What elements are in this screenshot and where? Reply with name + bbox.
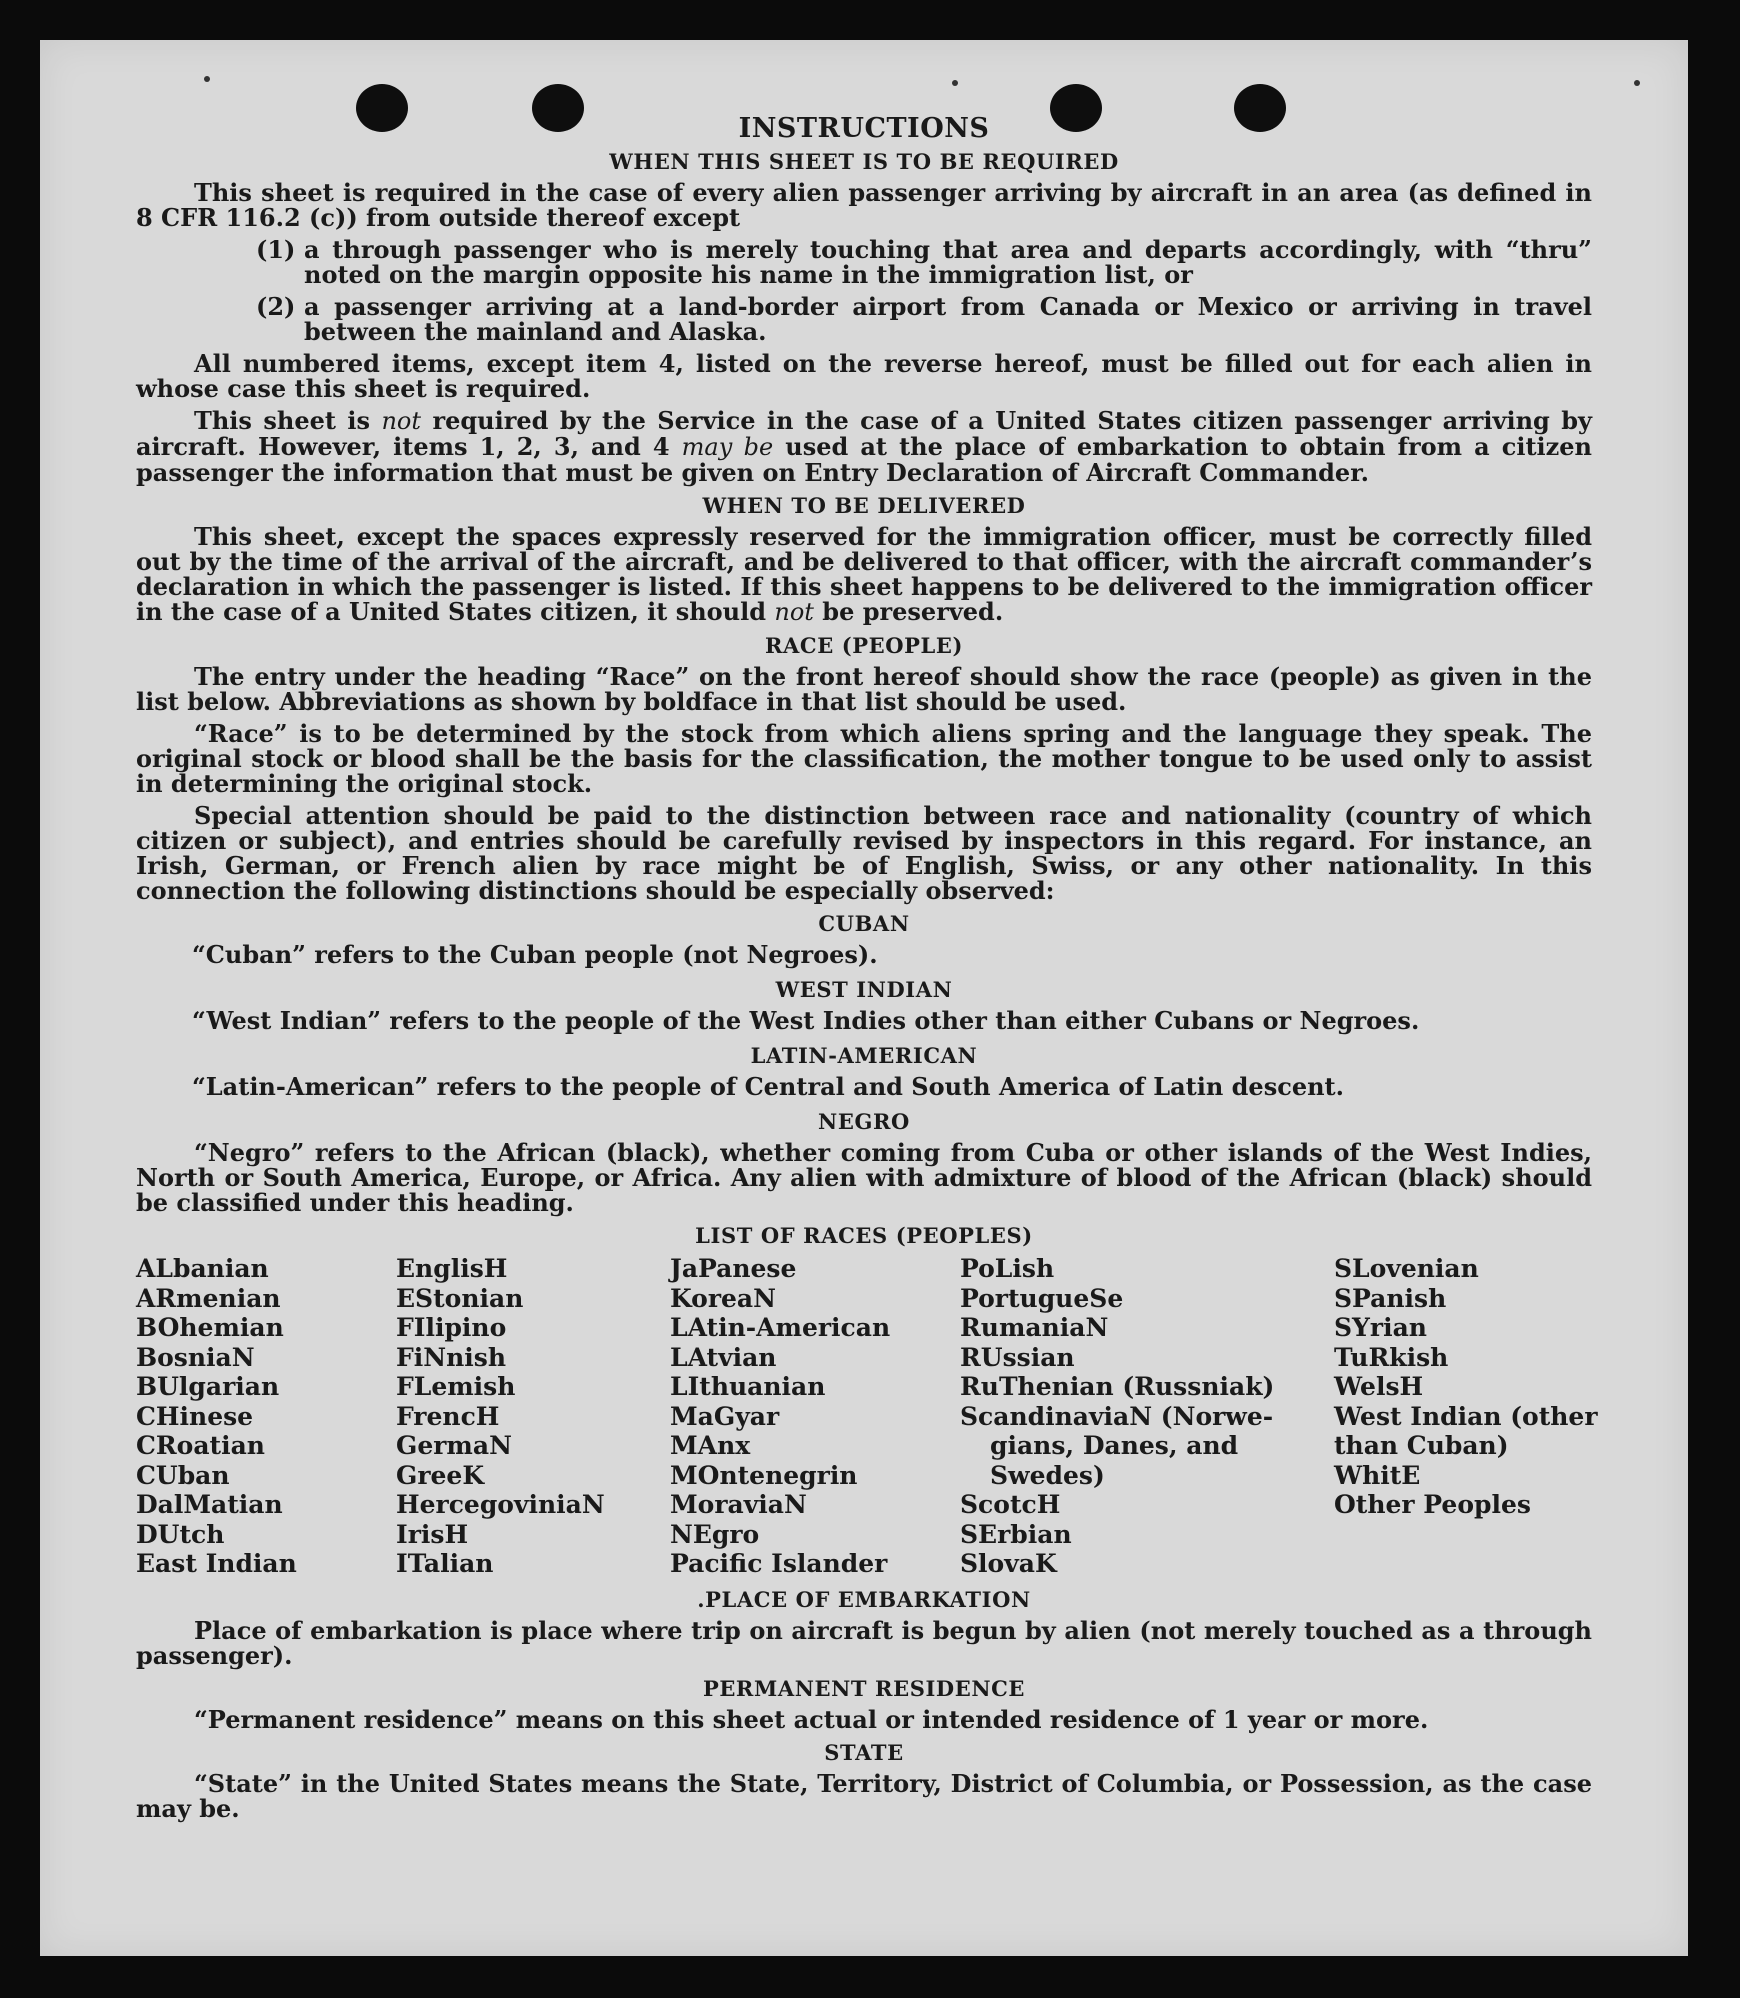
race-entry: SYrian	[1334, 1313, 1427, 1342]
text-run: This sheet, except the spaces expressly reserved for the immigration officer, must be correctly filled out by the time of the arrival of the aircraft, and be delivered to that officer, with the aircraft commander’s declaration in which the passenger is listed. If this sheet happens to be delivered to the immigration officer in the case of a United States citizen, it should	[136, 522, 1592, 626]
paragraph: All numbered items, except item 4, listed on the reverse hereof, must be filled out for each alien in whose case this sheet is required.	[136, 349, 1592, 403]
page-title: INSTRUCTIONS	[738, 113, 990, 144]
race-entry: FiNnish	[396, 1342, 507, 1372]
paragraph	[136, 524, 1592, 625]
race-entry: SLovenian	[1334, 1254, 1479, 1283]
section-heading: WEST INDIAN	[775, 977, 953, 1002]
section-heading: WHEN TO BE DELIVERED	[702, 493, 1026, 518]
section-heading: LIST OF RACES (PEOPLES)	[695, 1223, 1033, 1248]
race-entry: Other Peoples	[1334, 1490, 1531, 1519]
section-heading: RACE (PEOPLE)	[764, 633, 964, 658]
race-entry: HercegoviniaN	[396, 1490, 605, 1519]
race-entry: Pacific Islander	[670, 1549, 888, 1578]
race-entry: FrencH	[396, 1401, 500, 1431]
race-entry: EStonian	[396, 1283, 524, 1313]
race-entry: BosniaN	[136, 1342, 255, 1372]
race-entry: KoreaN	[670, 1283, 776, 1313]
race-entry: MaGyar	[670, 1401, 780, 1431]
race-entry-continued: Swedes)	[990, 1460, 1105, 1490]
race-entry: ITalian	[396, 1549, 494, 1578]
race-entry: SErbian	[960, 1519, 1072, 1549]
race-entry: LAtvian	[670, 1342, 777, 1372]
item-text: a through passenger who is merely touching that area and departs accordingly, with “thru” noted on the margin opposite his name in the immigration list, or	[304, 235, 1592, 289]
race-entry: DUtch	[136, 1519, 225, 1549]
race-entry: JaPanese	[670, 1254, 797, 1283]
race-entry: FIlipino	[396, 1313, 507, 1342]
race-entry: GermaN	[396, 1431, 512, 1460]
item-number: (1)	[256, 235, 296, 264]
paragraph: “State” in the United States means the State, Territory, District of Columbia, or Possession, as the case may be.	[136, 1768, 1592, 1823]
text-run: This sheet is	[194, 406, 382, 435]
race-entry: ALbanian	[136, 1254, 269, 1283]
race-entry: CUban	[136, 1460, 230, 1490]
paragraph: “Permanent residence” means on this sheet actual or intended residence of 1 year or more.	[194, 1704, 1429, 1734]
definition: “Cuban” refers to the Cuban people (not Negroes).	[192, 940, 878, 969]
race-entry: GreeK	[396, 1460, 485, 1490]
race-entry: MAnx	[670, 1431, 751, 1460]
section-heading: WHEN THIS SHEET IS TO BE REQUIRED	[609, 149, 1119, 174]
race-entry: East Indian	[136, 1549, 297, 1578]
emphasis: may be	[681, 433, 774, 461]
speck	[952, 80, 958, 86]
race-entry: FLemish	[396, 1372, 516, 1401]
paragraph: Place of embarkation is place where trip on aircraft is begun by alien (not merely touched as a through passenger).	[136, 1615, 1592, 1670]
race-entry: MoraviaN	[670, 1490, 807, 1519]
race-column	[1334, 1254, 1598, 1579]
item-number: (2)	[256, 292, 296, 321]
section-heading: NEGRO	[818, 1109, 910, 1134]
race-entry: IrisH	[396, 1519, 469, 1549]
emphasis: not	[381, 407, 422, 435]
section-heading: CUBAN	[818, 911, 910, 936]
text-run: used at the place of embarkation to obtain from a citizen passenger the information that must be given on Entry Declaration of Aircraft Commander.	[136, 432, 1592, 487]
race-column	[960, 1254, 1334, 1579]
definition: “West Indian” refers to the people of the West Indies other than either Cubans or Negroes.	[192, 1006, 1420, 1035]
race-column	[670, 1254, 960, 1579]
section-heading: LATIN-AMERICAN	[750, 1043, 978, 1068]
section-heading: STATE	[824, 1739, 904, 1765]
race-entry: BOhemian	[136, 1313, 284, 1342]
emphasis: not	[774, 598, 814, 626]
list-item	[256, 237, 1592, 287]
race-entry: CRoatian	[136, 1431, 265, 1460]
race-entry: ScotcH	[960, 1490, 1061, 1519]
race-entry: RUssian	[960, 1342, 1075, 1372]
text-run: be preserved.	[813, 597, 1004, 626]
section-heading: PERMANENT RESIDENCE	[702, 1675, 1026, 1701]
paragraph: Special attention should be paid to the distinction between race and nationality (country of which citizen or subject), and entries should be carefully revised by inspectors in this regard. For instance, an Irish, German, or French alien by race might be of English, Swiss, or any other nationality. In this connection the following distinctions should be especially observed:	[136, 801, 1592, 905]
race-entry: ScandinaviaN (Norwe-	[960, 1401, 1274, 1431]
instructions-body	[136, 110, 1598, 1828]
race-entry: BUlgarian	[136, 1372, 280, 1401]
race-entry: ARmenian	[136, 1283, 281, 1313]
race-entry: West Indian (other	[1334, 1401, 1598, 1431]
race-column	[136, 1254, 396, 1579]
paragraph	[136, 408, 1592, 485]
race-entry: SPanish	[1334, 1283, 1447, 1313]
race-entry-continued: than Cuban)	[1334, 1431, 1509, 1460]
race-entry: PortugueSe	[960, 1283, 1124, 1313]
race-entry: TuRkish	[1334, 1342, 1449, 1372]
speck	[1634, 80, 1640, 86]
race-entry: LIthuanian	[670, 1372, 826, 1401]
speck	[204, 76, 210, 82]
paragraph: The entry under the heading “Race” on the front hereof should show the race (people) as given in the list below. Abbreviations as shown by boldface in that list should be used.	[136, 662, 1592, 716]
race-entry: LAtin-American	[670, 1313, 891, 1342]
section-heading: .PLACE OF EMBARKATION	[697, 1586, 1031, 1612]
race-entry: NEgro	[670, 1519, 760, 1549]
race-entry: EnglisH	[396, 1254, 508, 1283]
document-page	[40, 40, 1688, 1956]
definition: “Latin-American” refers to the people of Central and South America of Latin descent.	[192, 1072, 1344, 1101]
list-item	[256, 294, 1592, 344]
text-run: required by the Service in the case of a United States citizen passenger arriving by aircraft. However, items 1, 2, 3, and 4	[136, 406, 1592, 461]
race-entry: WhitE	[1334, 1460, 1421, 1490]
race-entry: RuThenian (Russniak)	[960, 1372, 1275, 1401]
paragraph: This sheet is required in the case of every alien passenger arriving by aircraft in an area (as defined in 8 CFR 116.2 (c)) from outside thereof except	[136, 178, 1592, 232]
race-entry: SlovaK	[960, 1549, 1057, 1578]
race-list	[136, 1254, 1598, 1579]
paragraph: “Race” is to be determined by the stock from which aliens spring and the language they speak. The original stock or blood shall be the basis for the classification, the mother tongue to be used only to assist in determining the original stock.	[136, 719, 1592, 798]
race-entry: RumaniaN	[960, 1313, 1109, 1342]
race-entry: DalMatian	[136, 1490, 283, 1519]
race-entry: CHinese	[136, 1401, 254, 1431]
race-column	[396, 1254, 670, 1579]
race-entry: MOntenegrin	[670, 1460, 858, 1490]
race-entry: PoLish	[960, 1254, 1055, 1283]
race-entry: WelsH	[1334, 1372, 1424, 1401]
race-entry-continued: gians, Danes, and	[990, 1431, 1239, 1460]
item-text: a passenger arriving at a land-border airport from Canada or Mexico or arriving in travel between the mainland and Alaska.	[304, 292, 1592, 346]
paragraph: “Negro” refers to the African (black), whether coming from Cuba or other islands of the West Indies, North or South America, Europe, or Africa. Any alien with admixture of blood of the African (black) should be classified under this heading.	[136, 1138, 1592, 1217]
